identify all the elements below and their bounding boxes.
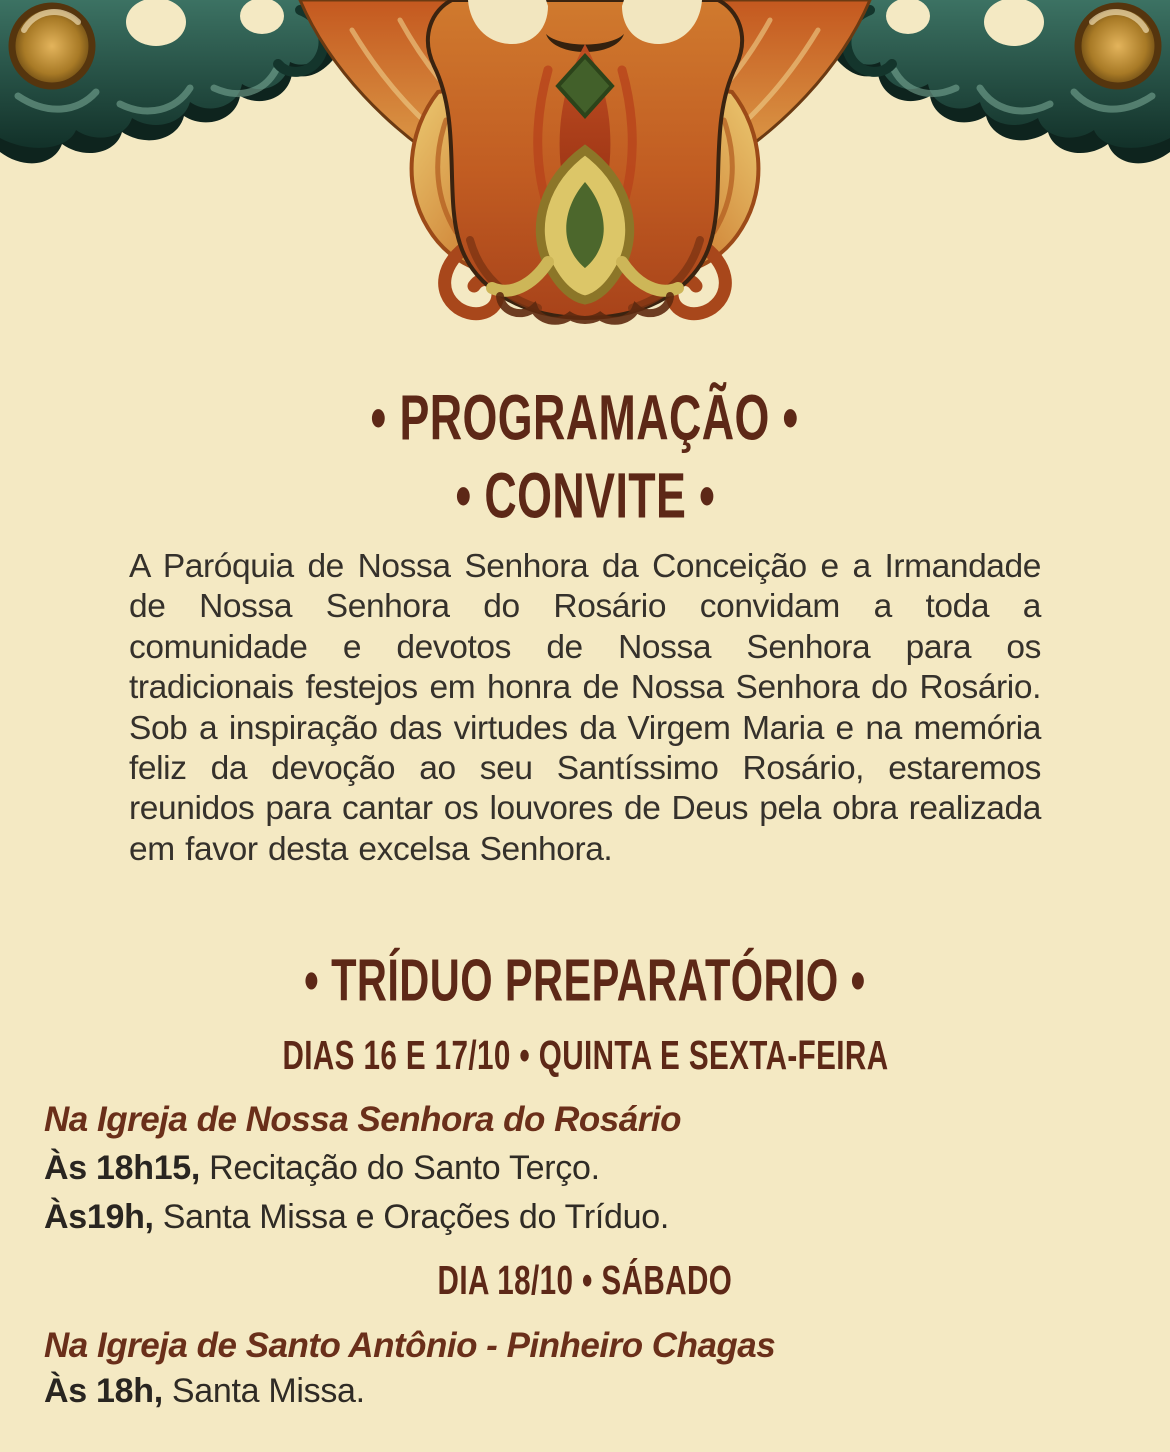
heading-triduo-text: • TRÍDUO PREPARATÓRIO • (304, 947, 866, 1015)
day2-item1-event: Santa Missa. (171, 1372, 365, 1410)
day1-date-text: DIAS 16 E 17/10 • QUINTA E SEXTA-FEIRA (281, 1033, 889, 1079)
day2-schedule-item-1 (44, 1371, 365, 1412)
day1-date-heading (0, 1034, 1170, 1078)
day1-item1-event: Recitação do Santo Terço. (209, 1149, 600, 1187)
day1-item2-event: Santa Missa e Orações do Tríduo. (162, 1198, 670, 1236)
heading-convite-text: • CONVITE • (455, 459, 715, 532)
day2-date-heading (0, 1259, 1170, 1303)
day2-location: Na Igreja de Santo Antônio - Pinheiro Chagas (44, 1326, 776, 1365)
baroque-ornament-svg (0, 0, 1170, 360)
day2-item1-time: Às 18h, (44, 1372, 163, 1410)
day2-date-text: DIA 18/10 • SÁBADO (437, 1258, 733, 1304)
day1-item1-time: Às 18h15, (44, 1149, 201, 1187)
heading-triduo-preparatorio (0, 947, 1170, 1015)
heading-programacao (0, 381, 1170, 454)
day1-item2-time: Às19h, (44, 1198, 154, 1236)
baroque-ornament-image (0, 0, 1170, 360)
day1-location: Na Igreja de Nossa Senhora do Rosário (44, 1100, 681, 1139)
heading-convite (0, 459, 1170, 532)
invitation-paragraph: A Paróquia de Nossa Senhora da Conceição e a Irmandade de Nossa Senhora do Rosário convidam a toda a comunidade e devotos de Nossa Senhora para os tradicionais festejos em honra de Nossa Senhora do Rosário. Sob a inspiração das virtudes da Virgem Maria e na memória feliz da devoção ao seu Santíssimo Rosário, estaremos reunidos para cantar os louvores de Deus pela obra realizada em favor desta excelsa Senhora. (129, 548, 1041, 868)
day1-schedule-item-1 (44, 1148, 600, 1189)
day1-schedule-item-2 (44, 1197, 669, 1238)
heading-programacao-text: • PROGRAMAÇÃO • (370, 381, 800, 454)
